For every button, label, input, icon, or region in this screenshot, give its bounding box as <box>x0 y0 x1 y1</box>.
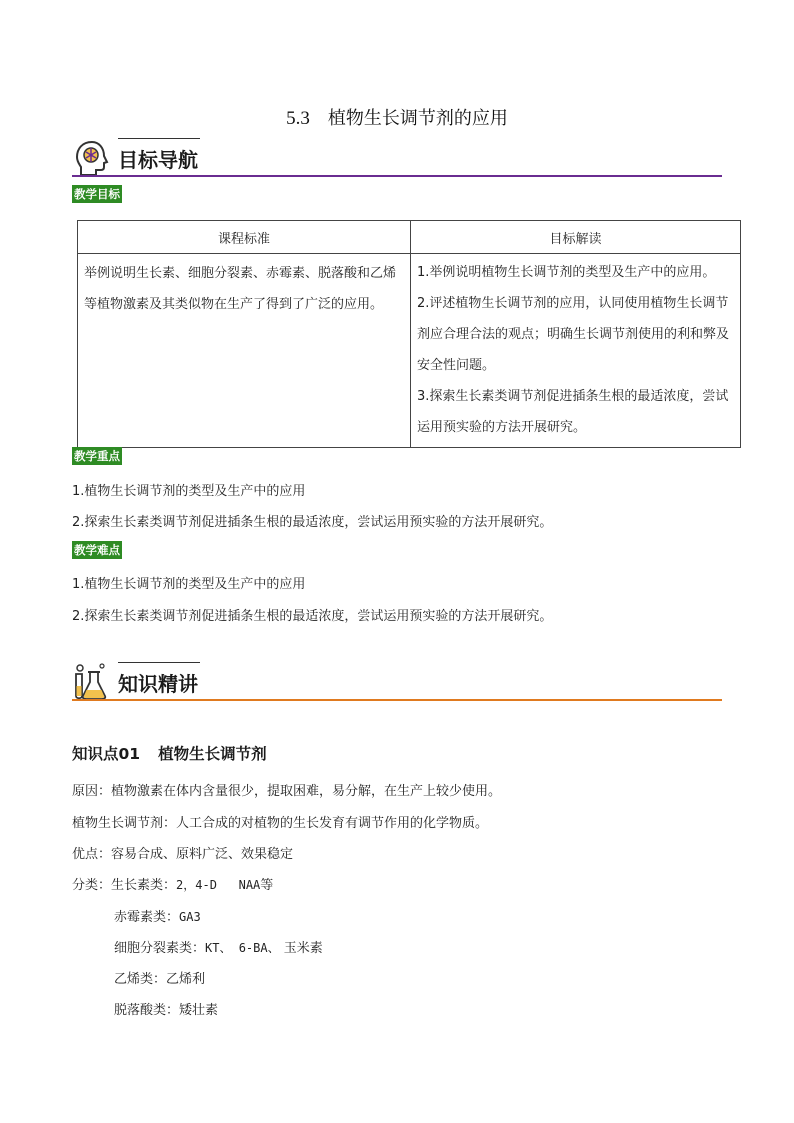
classification-gibberellin-line <box>114 906 201 925</box>
classification-auxin-line <box>72 874 273 893</box>
key-point-item: 2.探索生长素类调节剂促进插条生根的最适浓度，尝试运用预实验的方法开展研究。 <box>72 515 553 530</box>
goals-table <box>77 220 741 448</box>
classification-abscisic-line: 脱落酸类：矮壮素 <box>114 1003 219 1018</box>
interpretation-item: 2.评述植物生长调节剂的应用，认同使用植物生长调节剂应合理合法的观点；明确生长调节剂使用的利和弊及安全性问题。 <box>417 296 730 373</box>
knowledge-point-name: 植物生长调节剂 <box>158 745 267 763</box>
objectives-tag: 教学目标 <box>74 187 120 201</box>
definition-line: 植物生长调节剂：人工合成的对植物的生长发育有调节作用的化学物质。 <box>72 816 489 831</box>
header-interpretation: 目标解读 <box>411 221 741 254</box>
knowledge-rule <box>72 699 722 701</box>
gibberellin-value: GA3 <box>179 910 201 924</box>
reason-line: 原因：植物激素在体内含量很少，提取困难，易分解，在生产上较少使用。 <box>72 784 502 799</box>
goals-rule <box>72 175 722 177</box>
page-title <box>0 104 794 130</box>
knowledge-point-number: 知识点01 <box>72 745 141 763</box>
standard-cell: 举例说明生长素、细胞分裂素、赤霉素、脱落酸和乙烯等植物激素及其类似物在生产了得到了广泛的应用。 <box>78 254 411 448</box>
header-top-line <box>118 138 200 139</box>
key-points-tag: 教学重点 <box>74 449 120 463</box>
difficulties-tag: 教学难点 <box>74 543 120 557</box>
lab-flask-icon <box>72 662 112 702</box>
interpretation-cell <box>411 254 741 448</box>
cytokinin-value: KT、 6-BA、 <box>205 941 280 955</box>
section-number: 5.3 <box>286 108 310 129</box>
classification-cytokinin-line <box>114 937 323 956</box>
difficulty-item: 2.探索生长素类调节剂促进插条生根的最适浓度，尝试运用预实验的方法开展研究。 <box>72 609 553 624</box>
auxin-label: 生长素类： <box>111 878 177 893</box>
interpretation-item: 1.举例说明植物生长调节剂的类型及生产中的应用。 <box>417 265 716 280</box>
difficulty-item: 1.植物生长调节剂的类型及生产中的应用 <box>72 577 306 592</box>
auxin-value: 2，4-D NAA <box>176 878 261 892</box>
header-standard: 课程标准 <box>78 221 411 254</box>
classification-prefix: 分类： <box>72 878 112 893</box>
brain-head-icon <box>72 138 112 178</box>
advantages-line: 优点：容易合成、原料广泛、效果稳定 <box>72 847 294 862</box>
table-header-row <box>78 221 741 254</box>
classification-ethylene-line: 乙烯类：乙烯利 <box>114 972 206 987</box>
knowledge-label: 知识精讲 <box>118 672 198 696</box>
header-top-line <box>118 662 200 663</box>
table-row <box>78 254 741 448</box>
knowledge-section-header <box>72 662 722 706</box>
goals-label: 目标导航 <box>118 148 198 172</box>
cytokinin-suffix: 玉米素 <box>279 941 323 956</box>
cytokinin-label: 细胞分裂素类： <box>114 941 206 956</box>
auxin-suffix: 等 <box>260 878 274 893</box>
gibberellin-label: 赤霉素类： <box>114 910 180 925</box>
title-text: 植物生长调节剂的应用 <box>327 108 508 129</box>
goals-section-header <box>72 138 722 182</box>
key-point-item: 1.植物生长调节剂的类型及生产中的应用 <box>72 484 306 499</box>
interpretation-item: 3.探索生长素类调节剂促进插条生根的最适浓度，尝试运用预实验的方法开展研究。 <box>417 389 729 435</box>
knowledge-point-title <box>72 742 267 764</box>
